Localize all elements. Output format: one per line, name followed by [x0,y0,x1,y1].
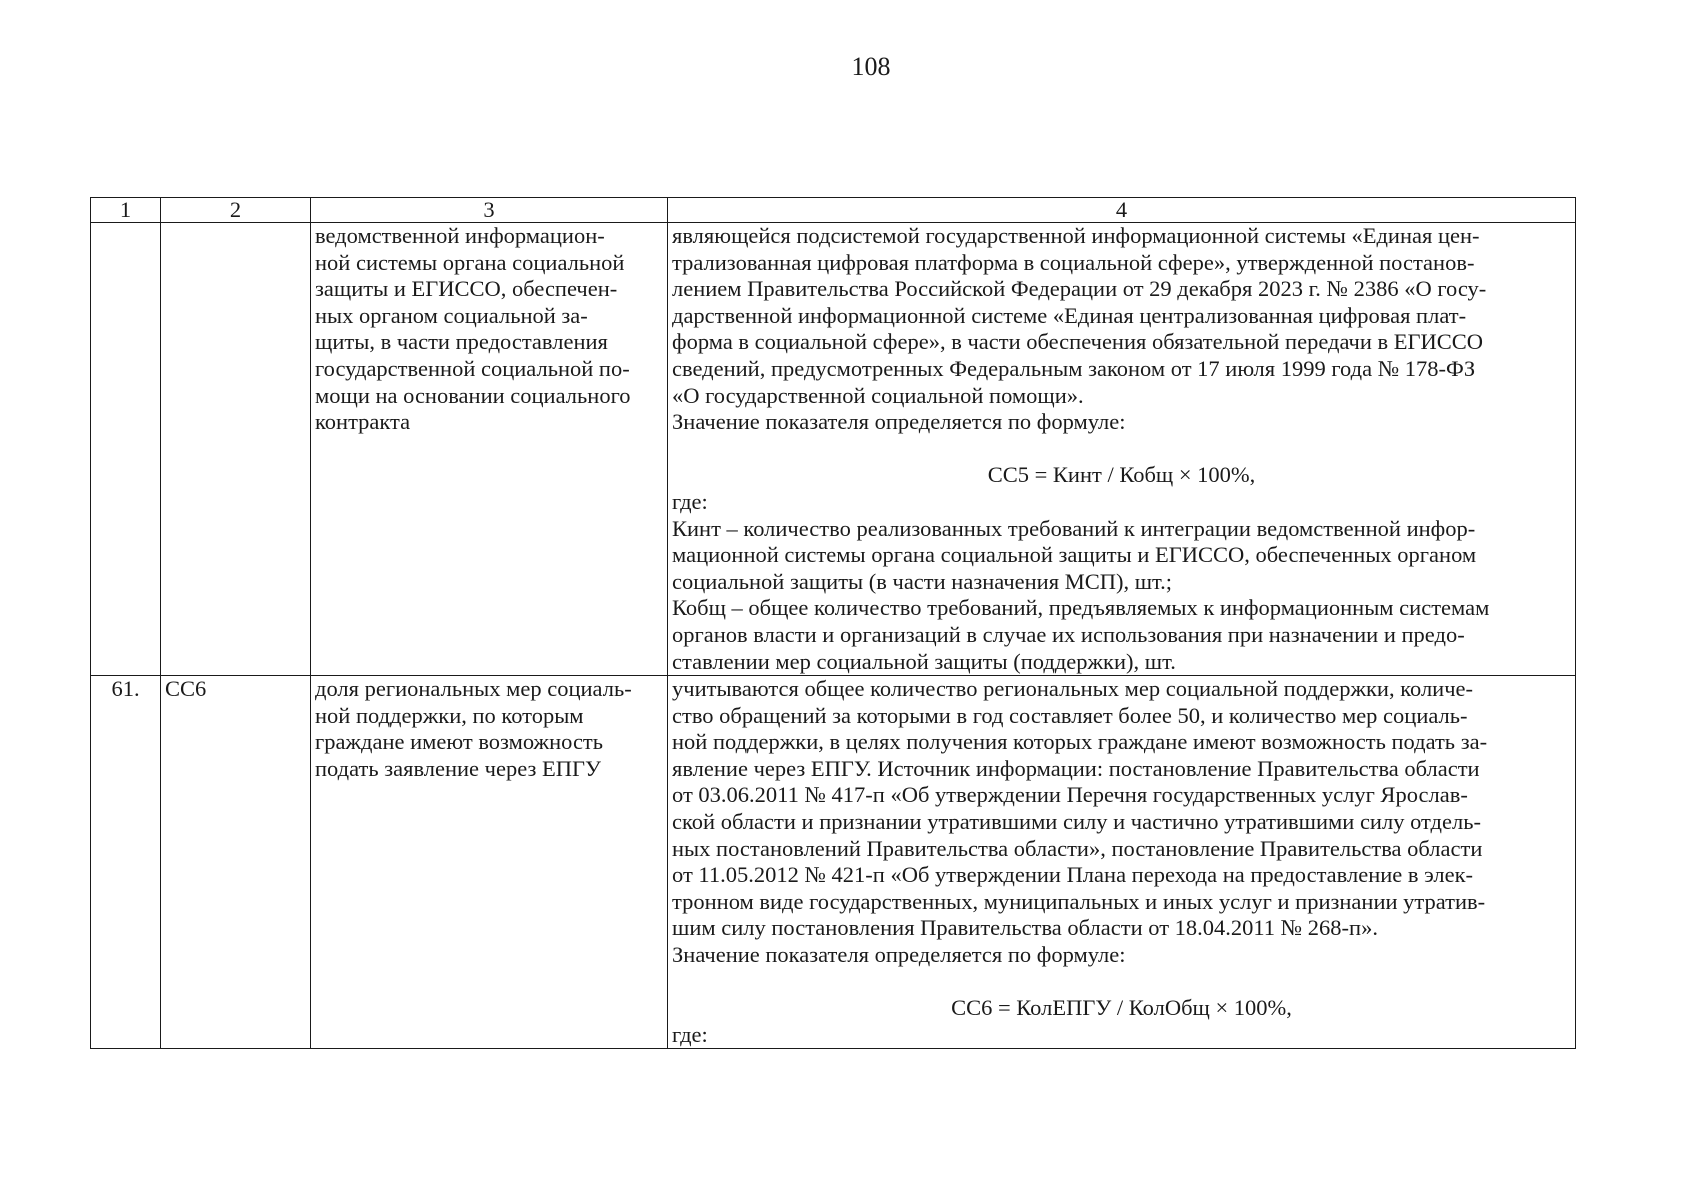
text-line: учитываются общее количество региональных мер социальной поддержки, количе- [672,676,1474,702]
indicator-table [90,197,1576,1049]
text-line: Значение показателя определяется по формуле: [672,942,1126,968]
text-line: от 11.05.2012 № 421-п «Об утверждении Плана перехода на предоставление в элек- [672,862,1474,888]
description-text [672,223,1571,436]
text-line: ство обращений за которыми в год составляет более 50, и количество мер социаль- [672,702,1468,728]
indicator-name-text [315,676,663,782]
text-line: защиты и ЕГИССО, обеспечен- [315,276,618,302]
page-number: 108 [851,52,891,81]
text-line: сведений, предусмотренных Федеральным законом от 17 июля 1999 года № 178-ФЗ [672,355,1476,381]
text-line: трализованная цифровая платформа в социальной сфере», утвержденной постанов- [672,249,1475,275]
text-line: ной системы органа социальной [315,249,625,275]
row-number-cell: 61. [91,676,161,1049]
text-line: лением Правительства Российской Федерации от 29 декабря 2023 г. № 2386 «О госу- [672,276,1487,302]
text-line: тронном виде государственных, муниципальных и иных услуг и признании утратив- [672,888,1486,914]
text-line: ведомственной информацион- [315,223,605,248]
formula: СС6 = КолЕПГУ / КолОбщ × 100%, [951,995,1292,1021]
text-line: являющейся подсистемой государственной информационной системы «Единая цен- [672,223,1480,248]
text-line: форма в социальной сфере», в части обеспечения обязательной передачи в ЕГИССО [672,329,1484,355]
table-row-continuation [91,223,1576,676]
text-line: дарственной информационной системе «Единая централизованная цифровая плат- [672,302,1467,328]
header-cell-2: 2 [161,198,311,223]
formula: СС5 = Кинт / Кобщ × 100%, [987,462,1256,488]
text-line: граждане имеют возможность [315,729,604,755]
indicator-code-cell: СС6 [161,676,311,1049]
text-line: ной поддержки, в целях получения которых граждане имеют возможность подать за- [672,729,1488,755]
text-line: мощи на основании социального [315,382,631,408]
text-line: ставлении мер социальной защиты (поддержки), шт. [672,648,1176,674]
indicator-code-cell [161,223,311,676]
text-line: государственной социальной по- [315,355,630,381]
text-line: от 03.06.2011 № 417-п «Об утверждении Перечня государственных услуг Ярослав- [672,782,1468,808]
indicator-name-text [315,223,663,436]
row-number-cell [91,223,161,676]
text-line: ской области и признании утратившими силу и частично утратившими силу отдель- [672,809,1481,835]
text-line: ных постановлений Правительства области», постановление Правительства области [672,835,1483,861]
table-header-row [91,198,1576,223]
header-cell-1: 1 [91,198,161,223]
text-line: контракта [315,409,411,435]
text-line: «О государственной социальной помощи». [672,382,1084,408]
text-line: доля региональных мер социаль- [315,676,632,702]
formula-explanation [672,489,1571,675]
formula-explanation [672,1022,1571,1049]
indicator-name-cell [311,676,668,1049]
text-line: Кобщ – общее количество требований, предъявляемых к информационным системам [672,595,1490,621]
text-line: социальной защиты (в части назначения МСП), шт.; [672,568,1173,594]
description-text [672,676,1571,969]
text-line: органов власти и организаций в случае их использования при назначении и предо- [672,621,1465,647]
text-line: где: [672,1021,708,1047]
text-line: мационной системы органа социальной защиты и ЕГИССО, обеспеченных органом [672,542,1477,568]
indicator-description-cell [668,676,1576,1049]
text-line: шим силу постановления Правительства области от 18.04.2011 № 268-п». [672,915,1378,941]
text-line: где: [672,488,708,514]
indicator-description-cell [668,223,1576,676]
text-line: ных органом социальной за- [315,302,588,328]
indicator-name-cell [311,223,668,676]
text-line: щиты, в части предоставления [315,329,608,355]
header-cell-4: 4 [668,198,1576,223]
text-line: Кинт – количество реализованных требований к интеграции ведомственной инфор- [672,515,1476,541]
text-line: ной поддержки, по которым [315,702,584,728]
header-cell-3: 3 [311,198,668,223]
text-line: подать заявление через ЕПГУ [315,755,601,781]
text-line: Значение показателя определяется по формуле: [672,409,1126,435]
table-row-61 [91,676,1576,1049]
text-line: явление через ЕПГУ. Источник информации: постановление Правительства области [672,755,1480,781]
